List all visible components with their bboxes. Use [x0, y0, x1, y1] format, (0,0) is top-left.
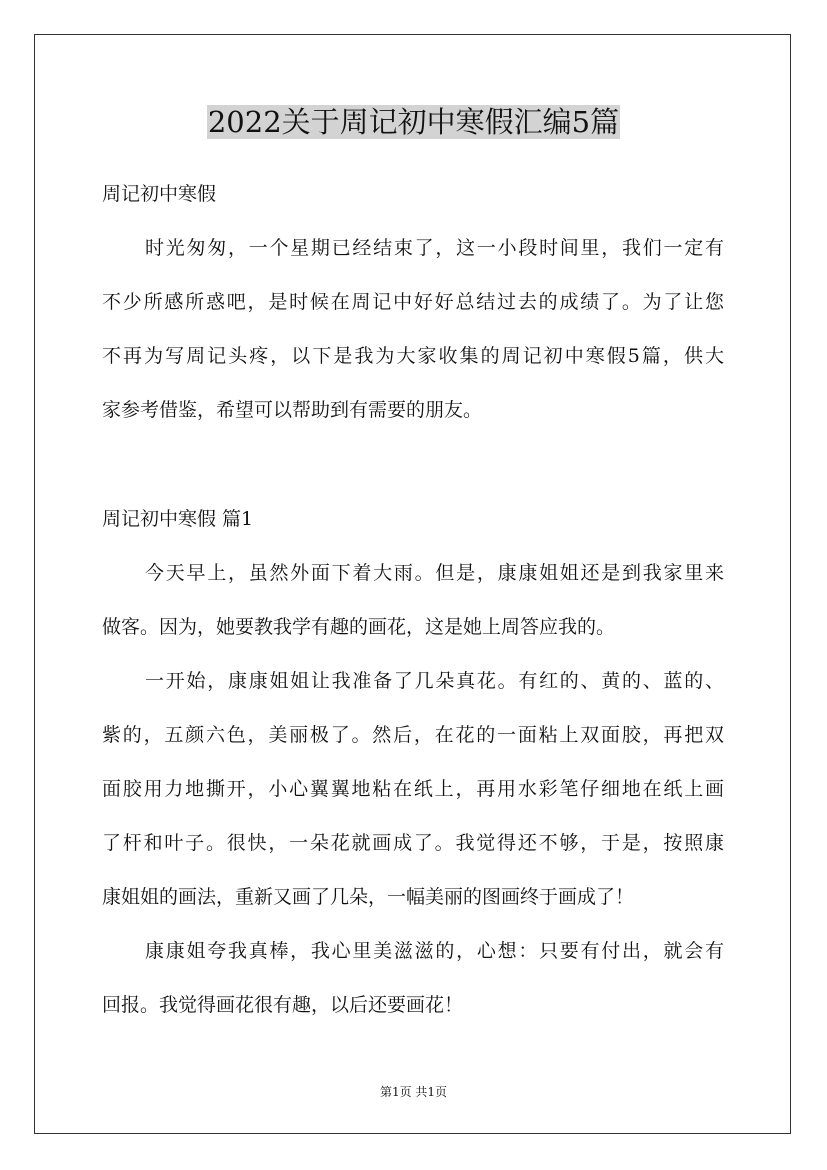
intro-line-3: 不再为写周记头疼，以下是我为大家收集的周记初中寒假5篇，供大 [102, 345, 724, 367]
section1-line-8: 康康姐夸我真棒，我心里美滋滋的，心想：只要有付出，就会有 [145, 940, 724, 962]
section1-line-4: 紫的，五颜六色，美丽极了。然后，在花的一面粘上双面胶，再把双 [102, 724, 724, 746]
section1-line-1: 今天早上，虽然外面下着大雨。但是，康康姐姐还是到我家里来 [145, 562, 724, 584]
intro-line-1: 时光匆匆，一个星期已经结束了，这一小段时间里，我们一定有 [145, 237, 724, 259]
section1-line-9: 回报。我觉得画花很有趣，以后还要画花！ [102, 994, 464, 1016]
section1-heading: 周记初中寒假 篇1 [102, 508, 254, 530]
section1-line-2: 做客。因为，她要教我学有趣的画花，这是她上周答应我的。 [102, 616, 616, 638]
section1-line-5: 面胶用力地撕开，小心翼翼地粘在纸上，再用水彩笔仔细地在纸上画 [102, 778, 724, 800]
document-title: 2022关于周记初中寒假汇编5篇 [207, 105, 620, 139]
intro-heading: 周记初中寒假 [102, 183, 217, 205]
page-footer: 第1页 共1页 [379, 1085, 448, 1099]
section1-line-7: 康姐姐的画法，重新又画了几朵，一幅美丽的图画终于画成了！ [102, 886, 635, 908]
section1-line-6: 了杆和叶子。很快，一朵花就画成了。我觉得还不够，于是，按照康 [102, 832, 724, 854]
intro-line-4: 家参考借鉴，希望可以帮助到有需要的朋友。 [102, 399, 483, 421]
intro-line-2: 不少所感所惑吧，是时候在周记中好好总结过去的成绩了。为了让您 [102, 291, 724, 313]
section1-line-3: 一开始，康康姐姐让我准备了几朵真花。有红的、黄的、蓝的、 [145, 670, 724, 692]
